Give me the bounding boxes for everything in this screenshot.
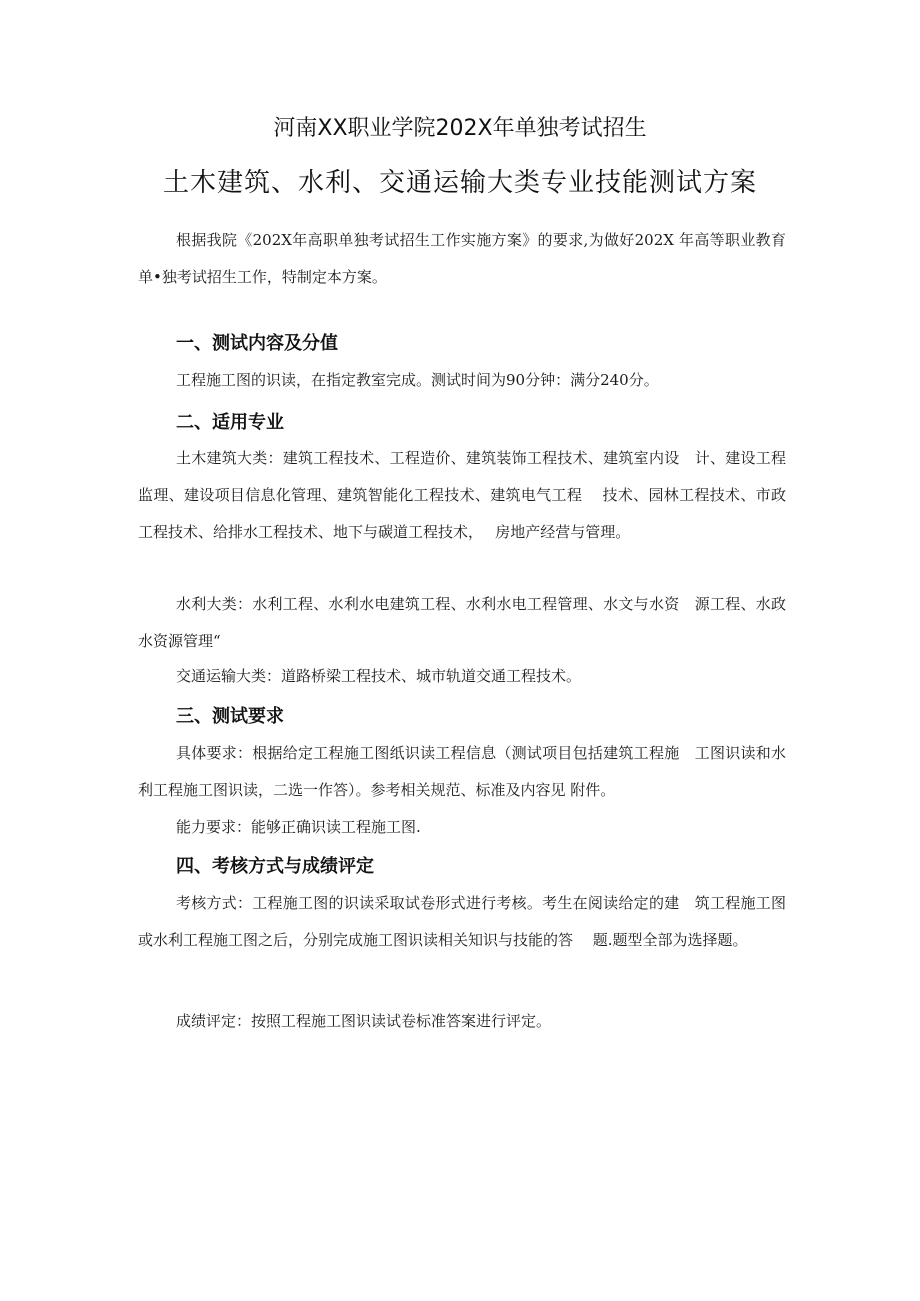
document-title-line-1: 河南XX职业学院202X年单独考试招生 [273,116,647,141]
intro-paragraph: 根据我院《202X年高职单独考试招生工作实施方案》的要求,为做好202X 年高等职业教育单•独考试招生工作，特制定本方案。 [138,231,786,286]
document-title-line-2: 土木建筑、水利、交通运输大类专业技能测试方案 [162,168,757,198]
section-3-paragraph-2: 能力要求：能够正确识读工程施工图. [176,818,421,836]
section-2-paragraph-3: 交通运输大类：道路桥梁工程技术、城市轨道交通工程技术。 [176,667,582,685]
section-heading-3: 三、测试要求 [176,706,284,727]
section-2-paragraph-1: 土木建筑大类：建筑工程技术、工程造价、建筑装饰工程技术、建筑室内设 计、建设工程监理、建设项目信息化管理、建筑智能化工程技术、建筑电气工程 技术、园林工程技术、市政工程技术、给排水工程技术、地下与碳道工程技术， 房地产经营与管理。 [138,449,786,541]
section-3-paragraph-1: 具体要求：根据给定工程施工图纸识读工程信息（测试项目包括建筑工程施 工图识读和水利工程施工图识读，二选一作答）。参考相关规范、标准及内容见 附件。 [138,744,786,799]
section-heading-1: 一、测试内容及分值 [176,333,338,354]
section-4-paragraph-2: 成绩评定：按照工程施工图识读试卷标准答案进行评定。 [176,1012,552,1030]
section-heading-4: 四、考核方式与成绩评定 [176,856,374,877]
section-1-paragraph-1: 工程施工图的识读，在指定教室完成。测试时间为90分钟：满分240分。 [176,371,659,389]
section-4-paragraph-1: 考核方式：工程施工图的识读采取试卷形式进行考核。考生在阅读给定的建 筑工程施工图或水利工程施工图之后，分别完成施工图识读相关知识与技能的答 题.题型全部为选择题。 [138,894,786,949]
section-2-paragraph-2: 水利大类：水利工程、水利水电建筑工程、水利水电工程管理、水文与水资 源工程、水政水资源管理“ [138,595,786,650]
section-heading-2: 二、适用专业 [176,412,284,433]
